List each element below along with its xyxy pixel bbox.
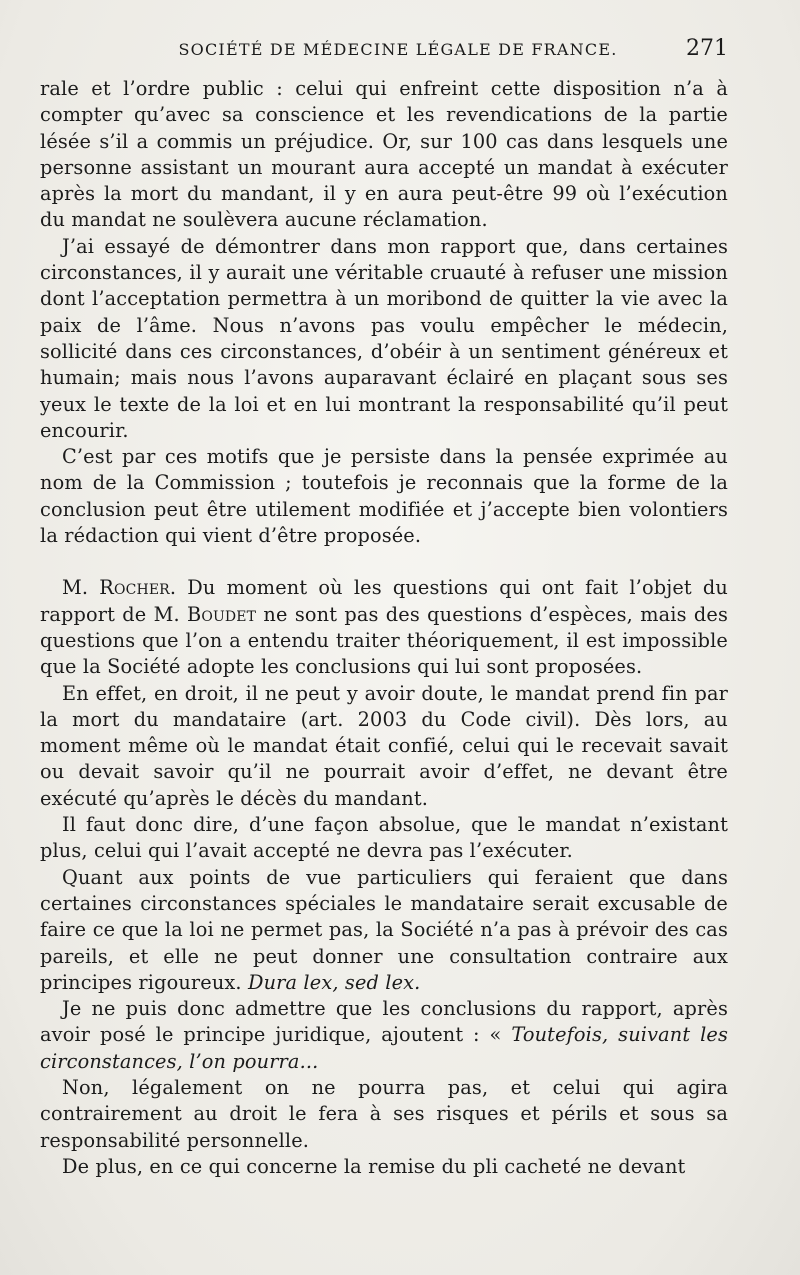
paragraph: rale et l’ordre public : celui qui enfreint cette disposition n’a à compter qu’avec sa conscience et les revendications de la partie lésée s’il a commis un préjudice. Or, sur 100 cas dans lesquels une personne assistant un mourant aura accepté un mandat à exécuter après la mort du mandant, il y en aura peut-être 99 où l’exécution du mandat ne soulèvera aucune réclamation. (40, 77, 728, 232)
quoted-text: Toutefois, suivant les circonstances, l’on pourra... (40, 1023, 728, 1073)
paragraph: Quant aux points de vue particuliers qui feraient que dans certaines circonstances spéciales le mandataire serait excusable de faire ce que la loi ne permet pas, la Société n’a pas à prévoir des cas pareils, et elle ne peut donner une consultation contraire aux principes rigoureux. Dura lex, sed lex. (40, 865, 728, 994)
page-body (40, 76, 728, 1180)
paragraph: C’est par ces motifs que je persiste dans la pensée exprimée au nom de la Commission ; toutefois je reconnais que la forme de la conclusion peut être utilement modifiée et j’accepte bien volontiers la rédaction qui vient d’être proposée. (40, 445, 728, 548)
paragraph: En effet, en droit, il ne peut y avoir doute, le mandat prend fin par la mort du mandataire (art. 2003 du Code civil). Dès lors, au moment même où le mandat était confié, celui qui le recevait savait ou devait savoir qu’il ne pourrait avoir d’effet, ne devant être exécuté qu’après le décès du mandant. (40, 681, 728, 810)
paragraph: Il faut donc dire, d’une façon absolue, que le mandat n’existant plus, celui qui l’avait accepté ne devra pas l’exécuter. (40, 813, 728, 863)
paragraph: De plus, en ce qui concerne la remise du pli cacheté ne devant (62, 1154, 686, 1178)
cited-name: Boudet (187, 602, 257, 626)
speaker-name: M. Rocher. (62, 576, 177, 600)
paragraph: Non, légalement on ne pourra pas, et celui qui agira contrairement au droit le fera à ses risques et périls et sous sa responsabilité personnelle. (40, 1075, 728, 1152)
running-title: SOCIÉTÉ DE MÉDECINE LÉGALE DE FRANCE. (178, 40, 618, 59)
page-number: 271 (686, 36, 728, 61)
latin-maxim: Dura lex, sed lex. (247, 970, 421, 994)
paragraph: M. Rocher. Du moment où les questions qui ont fait l’objet du rapport de M. Boudet ne sont pas des questions d’espèces, mais des questions que l’on a entendu traiter théoriquement, il est impossible que la Société adopte les conclusions qui lui sont proposées. (40, 576, 728, 679)
running-header (40, 36, 728, 76)
paragraph: J’ai essayé de démontrer dans mon rapport que, dans certaines circonstances, il y aurait une véritable cruauté à refuser une mission dont l’acceptation permettra à un moribond de quitter la vie avec la paix de l’âme. Nous n’avons pas voulu empêcher le médecin, sollicité dans ces circonstances, d’obéir à un sentiment généreux et humain; mais nous l’avons auparavant éclairé en plaçant sous ses yeux le texte de la loi et en lui montrant la responsabilité qu’il peut encourir. (40, 234, 728, 442)
paragraph: Je ne puis donc admettre que les conclusions du rapport, après avoir posé le principe juridique, ajoutent : « Toutefois, suivant les circonstances, l’on pourra... (40, 997, 728, 1073)
